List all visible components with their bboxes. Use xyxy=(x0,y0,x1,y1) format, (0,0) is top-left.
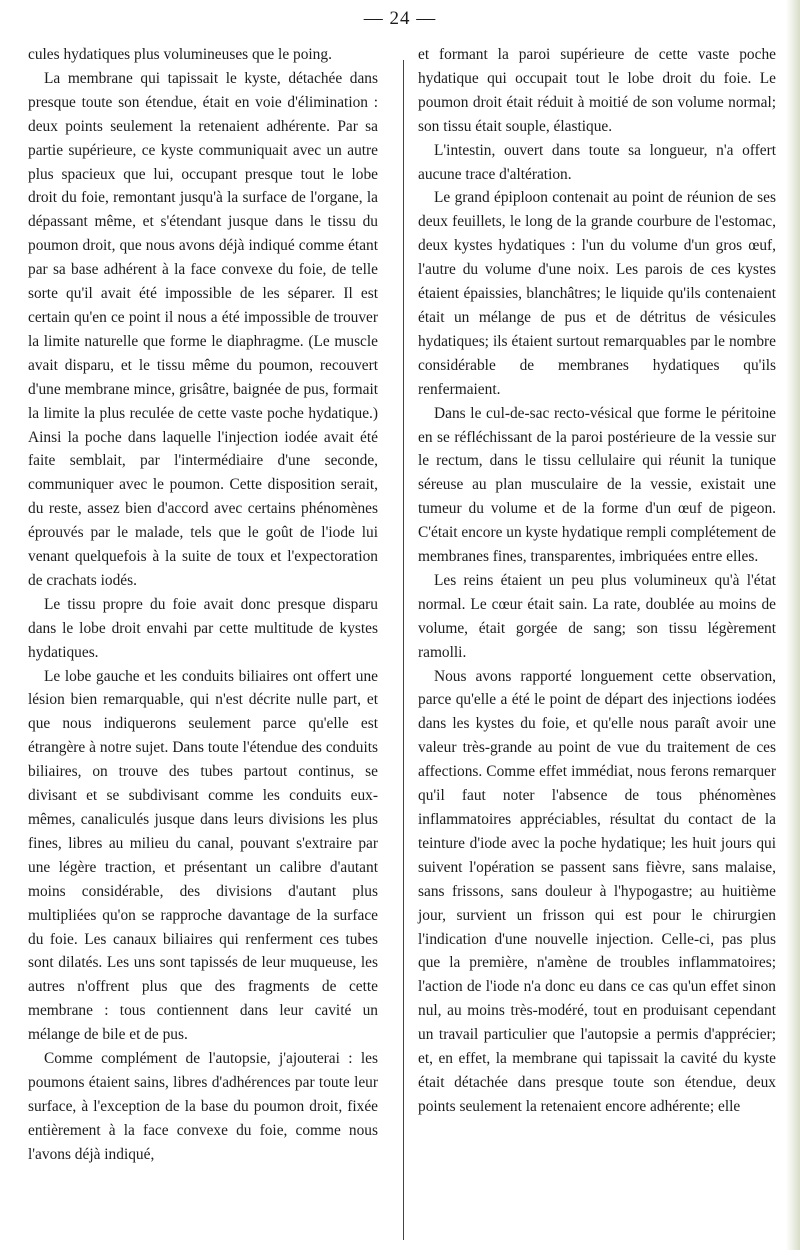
paragraph: L'intestin, ouvert dans toute sa longueur, n'a offert aucune trace d'altération. xyxy=(418,141,776,183)
page-number: — 24 — xyxy=(363,8,437,29)
left-column xyxy=(28,43,378,1167)
paragraph: et formant la paroi supérieure de cette vaste poche hydatique qui occupait tout le lobe droit du foie. Le poumon droit était réduit à moitié de son volume normal; son tissu était souple, élastique. xyxy=(418,46,776,135)
paragraph: Le tissu propre du foie avait donc presque disparu dans le lobe droit envahi par cette multitude de kystes hydatiques. xyxy=(28,595,378,661)
paragraph: cules hydatiques plus volumineuses que le poing. xyxy=(28,46,332,63)
page-edge xyxy=(786,0,800,1250)
column-divider xyxy=(403,60,404,1240)
paragraph: La membrane qui tapissait le kyste, détachée dans presque toute son étendue, était en voie d'élimination : deux points seulement la retenaient adhérente. Par sa partie supérieure, ce kyste communiquait avec un autre plus spacieux que lui, occupant presque tout le lobe droit du foie, remontant jusqu'à la surface de l'organe, la dépassant même, et s'étendant jusque dans le tissu du poumon droit, que nous avons déjà indiqué comme étant par sa base adhérent à la face convexe du foie, de telle sorte qu'il avait été impossible de les séparer. Il est certain qu'en ce point il nous a été impossible de trouver la limite naturelle que forme le diaphragme. (Le muscle avait disparu, et le tissu même du poumon, recouvert d'une membrane mince, grisâtre, baignée de pus, formait la limite la plus reculée de cette vaste poche hydatique.) Ainsi la poche dans laquelle l'injection iodée avait été faite semblait, par l'intermédiaire d'une seconde, communiquer avec le poumon. Cette disposition serait, du reste, assez bien d'accord avec certains phénomènes éprouvés par le malade, tels que le goût de l'iode lui venant quelquefois à la suite de toux et l'expectoration de crachats iodés. xyxy=(28,69,378,589)
right-column xyxy=(418,43,776,1119)
paragraph: Le grand épiploon contenait au point de réunion de ses deux feuillets, le long de la grande courbure de l'estomac, deux kystes hydatiques : l'un du volume d'un gros œuf, l'autre du volume d'une noix. Les parois de ces kystes étaient épaissies, blanchâtres; le liquide qu'ils contenaient était un mélange de pus et de détritus de vésicules hydatiques; ils étaient surtout remarquables par le nombre considérable de membranes hydatiques qu'ils renfermaient. xyxy=(418,189,776,398)
paragraph: Le lobe gauche et les conduits biliaires ont offert une lésion bien remarquable, qui n'est décrite nulle part, et que nous indiquerons seulement parce qu'elle est étrangère à notre sujet. Dans toute l'étendue des conduits biliaires, on trouve des tubes partout continus, se divisant et se subdivisant comme les conduits eux-mêmes, canaliculés jusque dans leurs divisions les plus fines, libres au milieu du canal, pouvant s'extraire par une légère traction, et présentant un calibre d'autant moins considérable, des divisions d'autant plus multipliées qu'on se rapproche davantage de la surface du foie. Les canaux biliaires qui renferment ces tubes sont dilatés. Les uns sont tapissés de leur muqueuse, les autres n'offrent plus que des fragments de cette membrane : tous contiennent dans leur cavité un mélange de bile et de pus. xyxy=(28,667,378,1044)
paragraph: Nous avons rapporté longuement cette observation, parce qu'elle a été le point de départ des injections iodées dans les kystes du foie, et qu'elle nous paraît avoir une valeur très-grande au point de vue du traitement de ces affections. Comme effet immédiat, nous ferons remarquer qu'il faut noter l'absence de tous phénomènes inflammatoires appréciables, résultat du contact de la teinture d'iode avec la poche hydatique; les huit jours qui suivent l'opération se passent sans fièvre, sans malaise, sans frissons, sans douleur à l'hypogastre; au huitième jour, survient un frisson qui est pour le chirurgien l'indication d'une nouvelle injection. Celle-ci, pas plus que la première, n'amène de troubles inflammatoires; l'action de l'iode n'a donc eu dans ce cas qu'un effet sinon nul, au moins très-modéré, tout en produisant cependant un travail particulier que l'autopsie a permis d'apprécier; et, en effet, la membrane qui tapissait la cavité du kyste était détachée dans presque toute son étendue, deux points seulement la retenaient encore adhérente; elle xyxy=(418,667,776,1115)
paragraph: Dans le cul-de-sac recto-vésical que forme le péritoine en se réfléchissant de la paroi postérieure de la vessie sur le rectum, dans le tissu cellulaire qui réunit la tunique séreuse au plan musculaire de la vessie, existait une tumeur du volume et de la forme d'un œuf de pigeon. C'était encore un kyste hydatique rempli complétement de membranes fines, transparentes, imbriquées entre elles. xyxy=(418,404,776,566)
paragraph: Les reins étaient un peu plus volumineux qu'à l'état normal. Le cœur était sain. La rate, doublée au moins de volume, était gorgée de sang; son tissu légèrement ramolli. xyxy=(418,571,776,661)
paragraph: Comme complément de l'autopsie, j'ajouterai : les poumons étaient sains, libres d'adhérences par toute leur surface, à l'exception de la base du poumon droit, fixée entièrement à la face convexe du foie, comme nous l'avons déjà indiqué, xyxy=(28,1050,378,1163)
